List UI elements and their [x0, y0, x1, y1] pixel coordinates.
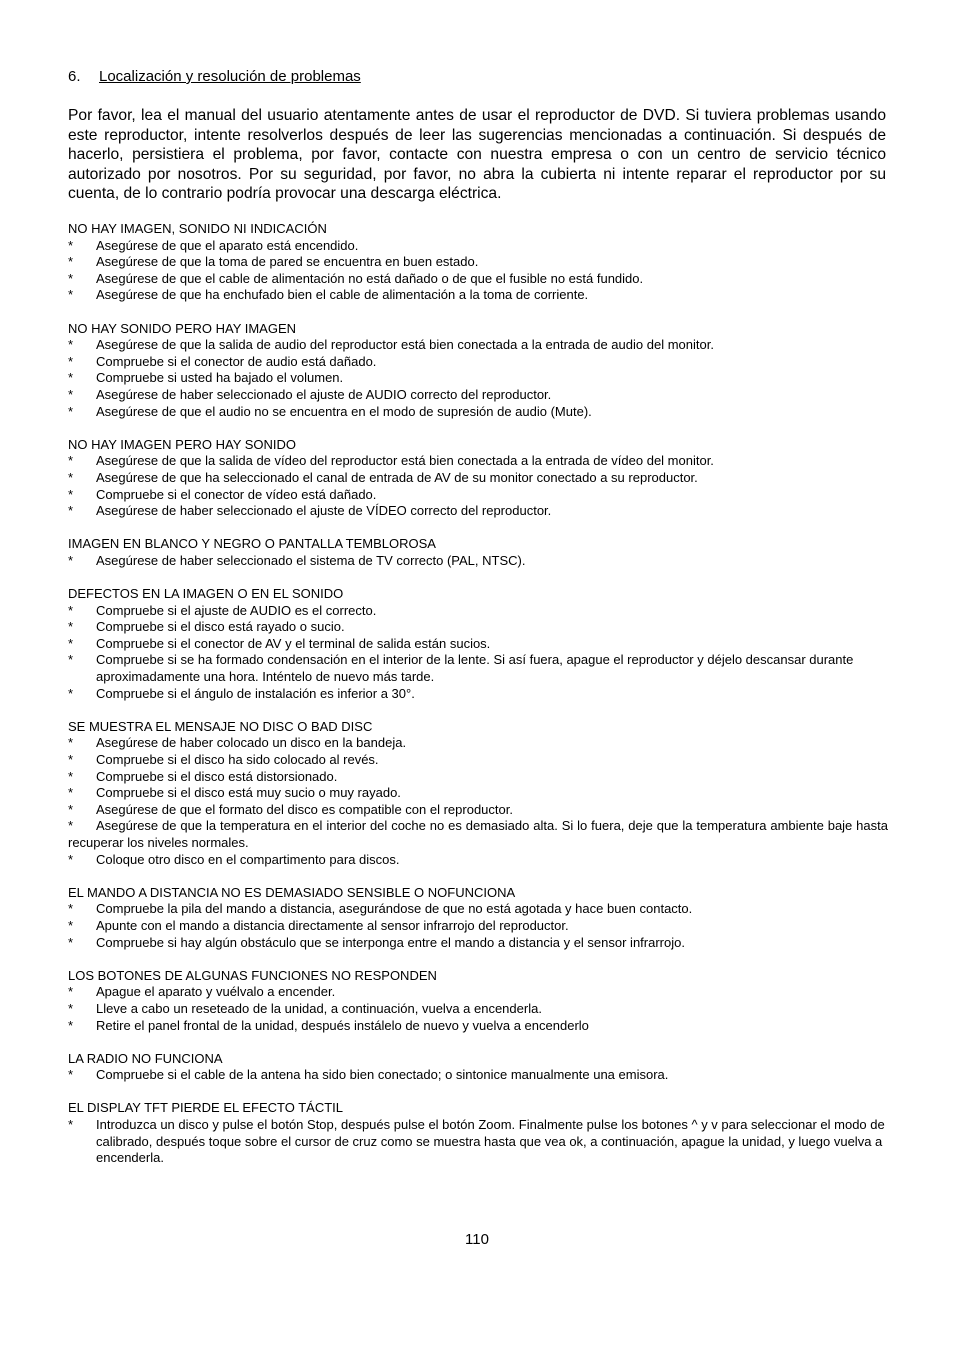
bullet-marker: *: [68, 917, 74, 933]
bullet-marker: *: [68, 237, 74, 253]
list-item: [68, 802, 888, 819]
list-item-text: Compruebe si usted ha bajado el volumen.: [96, 370, 344, 386]
section-subtitle: IMAGEN EN BLANCO Y NEGRO O PANTALLA TEMBLOROSA: [68, 536, 436, 552]
list-item-text: Asegúrese de que ha enchufado bien el cable de alimentación a la toma de corriente.: [96, 287, 589, 303]
list-item-text: Compruebe si el conector de AV y el terminal de salida están sucios.: [96, 635, 491, 651]
list-item: [68, 636, 888, 653]
bullet-marker: *: [68, 1117, 74, 1133]
list-item: [68, 769, 888, 786]
list-item-text: Introduzca un disco y pulse el botón Stop, después pulse el botón Zoom. Finalmente pulse los botones ^ y v para seleccionar el modo de calibrado, después toque sobre el cursor de cruz como se muestra hasta que vea ok, a continuación, apague la unidad, y luego vuelva a encenderla.: [96, 1117, 885, 1166]
bullet-marker: *: [68, 635, 74, 651]
list-item: [68, 619, 888, 636]
list-item-text: Asegúrese de que el formato del disco es compatible con el reproductor.: [96, 801, 513, 817]
bullet-marker: *: [68, 287, 74, 303]
bullet-marker: *: [68, 1067, 74, 1083]
bullet-marker: *: [68, 851, 74, 867]
bullet-marker: *: [68, 768, 74, 784]
section-title: Localización y resolución de problemas: [99, 68, 361, 85]
list-item: [68, 818, 888, 851]
bullet-marker: *: [68, 619, 74, 635]
list-item-text: Asegúrese de que ha seleccionado el canal de entrada de AV de su monitor conectado a su reproductor.: [96, 469, 698, 485]
troubleshooting-section: [68, 437, 888, 520]
list-item: [68, 254, 888, 271]
list-item: [68, 487, 888, 504]
list-item: [68, 1067, 888, 1084]
section-subtitle: LA RADIO NO FUNCIONA: [68, 1050, 223, 1066]
list-item-text: Compruebe si el disco está muy sucio o muy rayado.: [96, 785, 401, 801]
list-item: [68, 984, 888, 1001]
bullet-marker: *: [68, 602, 74, 618]
list-item: [68, 686, 888, 703]
section-subtitle: LOS BOTONES DE ALGUNAS FUNCIONES NO RESPONDEN: [68, 967, 437, 983]
list-item: [68, 404, 888, 421]
bullet-marker: *: [68, 901, 74, 917]
list-item-text: Asegúrese de haber colocado un disco en la bandeja.: [96, 735, 407, 751]
bullet-marker: *: [68, 254, 74, 270]
troubleshooting-section: [68, 321, 888, 421]
list-item: [68, 387, 888, 404]
troubleshooting-section: [68, 221, 888, 304]
list-item: [68, 735, 888, 752]
list-item: [68, 935, 888, 952]
troubleshooting-section: [68, 536, 888, 569]
bullet-marker: *: [68, 652, 74, 668]
list-item-text: Compruebe la pila del mando a distancia, asegurándose de que no está agotada y hace buen contacto.: [96, 901, 693, 917]
list-item-text: Compruebe si el disco está rayado o sucio.: [96, 619, 345, 635]
list-item-text: Asegúrese de que la toma de pared se encuentra en buen estado.: [96, 254, 479, 270]
troubleshooting-section: [68, 1051, 888, 1084]
list-item: [68, 603, 888, 620]
list-item-text: Apague el aparato y vuélvalo a encender.: [96, 984, 336, 1000]
section-subtitle: SE MUESTRA EL MENSAJE NO DISC O BAD DISC: [68, 718, 373, 734]
list-item-text: Asegúrese de que el aparato está encendido.: [96, 237, 359, 253]
bullet-marker: *: [68, 1000, 74, 1016]
list-item: [68, 271, 888, 288]
list-item: [68, 1001, 888, 1018]
list-item-text: Retire el panel frontal de la unidad, después instálelo de nuevo y vuelva a encenderlo: [96, 1017, 589, 1033]
list-item: [68, 1018, 888, 1035]
section-subtitle: NO HAY IMAGEN, SONIDO NI INDICACIÓN: [68, 221, 327, 236]
list-item: [68, 1117, 888, 1167]
list-item-text: Compruebe si el disco está distorsionado.: [96, 768, 338, 784]
section-subtitle: EL MANDO A DISTANCIA NO ES DEMASIADO SENSIBLE O NOFUNCIONA: [68, 884, 516, 900]
bullet-marker: *: [68, 1017, 74, 1033]
list-item-text: Lleve a cabo un reseteado de la unidad, a continuación, vuelva a encenderla.: [96, 1000, 542, 1016]
bullet-marker: *: [68, 370, 74, 386]
list-item-text: Asegúrese de que la temperatura en el interior del coche no es demasiado alta. Si lo fuera, deje que la temperatura ambiente baje hasta recuperar los niveles normales.: [68, 818, 888, 850]
troubleshooting-section: [68, 968, 888, 1034]
list-item: [68, 752, 888, 769]
troubleshooting-sections: [68, 221, 888, 1183]
list-item-text: Compruebe si el cable de la antena ha sido bien conectado; o sintonice manualmente una emisora.: [96, 1067, 669, 1083]
list-item: [68, 287, 888, 304]
list-item-text: Compruebe si el disco ha sido colocado al revés.: [96, 752, 379, 767]
list-item-text: Asegúrese de haber seleccionado el ajuste de AUDIO correcto del reproductor.: [96, 386, 552, 402]
bullet-marker: *: [68, 337, 74, 353]
list-item-text: Asegúrese de haber seleccionado el ajuste de VÍDEO correcto del reproductor.: [96, 503, 552, 519]
bullet-marker: *: [68, 735, 74, 751]
section-number: 6.: [68, 68, 81, 85]
list-item: [68, 453, 888, 470]
list-item-text: Asegúrese de haber seleccionado el sistema de TV correcto (PAL, NTSC).: [96, 552, 526, 568]
bullet-marker: *: [68, 801, 74, 817]
bullet-marker: *: [68, 386, 74, 402]
list-item-text: Asegúrese de que el audio no se encuentra en el modo de supresión de audio (Mute).: [96, 403, 592, 419]
list-item-text: Compruebe si se ha formado condensación en el interior de la lente. Si así fuera, apague el reproductor y déjelo descansar durante aproximadamente una hora. Inténtelo de nuevo más tarde.: [96, 652, 854, 685]
list-item-text: Compruebe si el ajuste de AUDIO es el correcto.: [96, 602, 377, 618]
list-item-text: Asegúrese de que la salida de vídeo del reproductor está bien conectada a la entrada de vídeo del monitor.: [96, 453, 714, 469]
bullet-marker: *: [68, 984, 74, 1000]
bullet-marker: *: [68, 270, 74, 286]
bullet-marker: *: [68, 353, 74, 369]
bullet-marker: *: [68, 785, 74, 801]
section-subtitle: DEFECTOS EN LA IMAGEN O EN EL SONIDO: [68, 586, 344, 602]
bullet-marker: *: [68, 934, 74, 950]
bullet-marker: *: [68, 486, 74, 502]
troubleshooting-section: [68, 1100, 888, 1166]
list-item-text: Apunte con el mando a distancia directamente al sensor infrarrojo del reproductor.: [96, 917, 569, 933]
bullet-marker: *: [68, 552, 74, 568]
bullet-marker: *: [68, 685, 74, 701]
list-item: [68, 652, 888, 685]
section-subtitle: NO HAY SONIDO PERO HAY IMAGEN: [68, 320, 297, 336]
bullet-marker: *: [68, 752, 74, 767]
troubleshooting-section: [68, 885, 888, 951]
list-item: [68, 852, 888, 869]
list-item-text: Compruebe si el conector de audio está dañado.: [96, 353, 377, 369]
list-item-text: Asegúrese de que el cable de alimentación no está dañado o de que el fusible no está fundido.: [96, 270, 644, 286]
list-item-text: Coloque otro disco en el compartimento para discos.: [96, 851, 400, 867]
section-heading: [68, 67, 361, 87]
section-subtitle: NO HAY IMAGEN PERO HAY SONIDO: [68, 436, 297, 452]
list-item: [68, 553, 888, 570]
bullet-marker: *: [68, 503, 74, 519]
page-number: 110: [465, 1231, 489, 1248]
list-item-text: Compruebe si hay algún obstáculo que se interponga entre el mando a distancia y el sensor infrarrojo.: [96, 934, 685, 950]
list-item: [68, 337, 888, 354]
bullet-marker: *: [68, 403, 74, 419]
list-item-text: Compruebe si el ángulo de instalación es inferior a 30°.: [96, 685, 415, 701]
list-item: [68, 918, 888, 935]
troubleshooting-section: [68, 586, 888, 702]
bullet-marker: *: [68, 818, 74, 834]
list-item: [68, 370, 888, 387]
list-item: [68, 785, 888, 802]
bullet-marker: *: [68, 469, 74, 485]
list-item: [68, 238, 888, 255]
list-item-text: Compruebe si el conector de vídeo está dañado.: [96, 486, 377, 502]
list-item: [68, 503, 888, 520]
bullet-marker: *: [68, 453, 74, 469]
intro-paragraph: Por favor, lea el manual del usuario atentamente antes de usar el reproductor de DVD. Si tuviera problemas usando este reproductor, intente resolverlos después de leer las sugerencias mencionadas a continuación. Si después de hacerlo, persistiera el problema, por favor, contacte con nuestra empresa o con un centro de servicio técnico autorizado por nosotros. Por su seguridad, por favor, no abra la cubierta ni intente reparar el reproductor por su cuenta, de lo contrario podría provocar una descarga eléctrica.: [68, 107, 886, 203]
list-item: [68, 354, 888, 371]
list-item: [68, 901, 888, 918]
list-item-text: Asegúrese de que la salida de audio del reproductor está bien conectada a la entrada de audio del monitor.: [96, 337, 714, 353]
list-item: [68, 470, 888, 487]
section-subtitle: EL DISPLAY TFT PIERDE EL EFECTO TÁCTIL: [68, 1100, 344, 1116]
troubleshooting-section: [68, 719, 888, 868]
